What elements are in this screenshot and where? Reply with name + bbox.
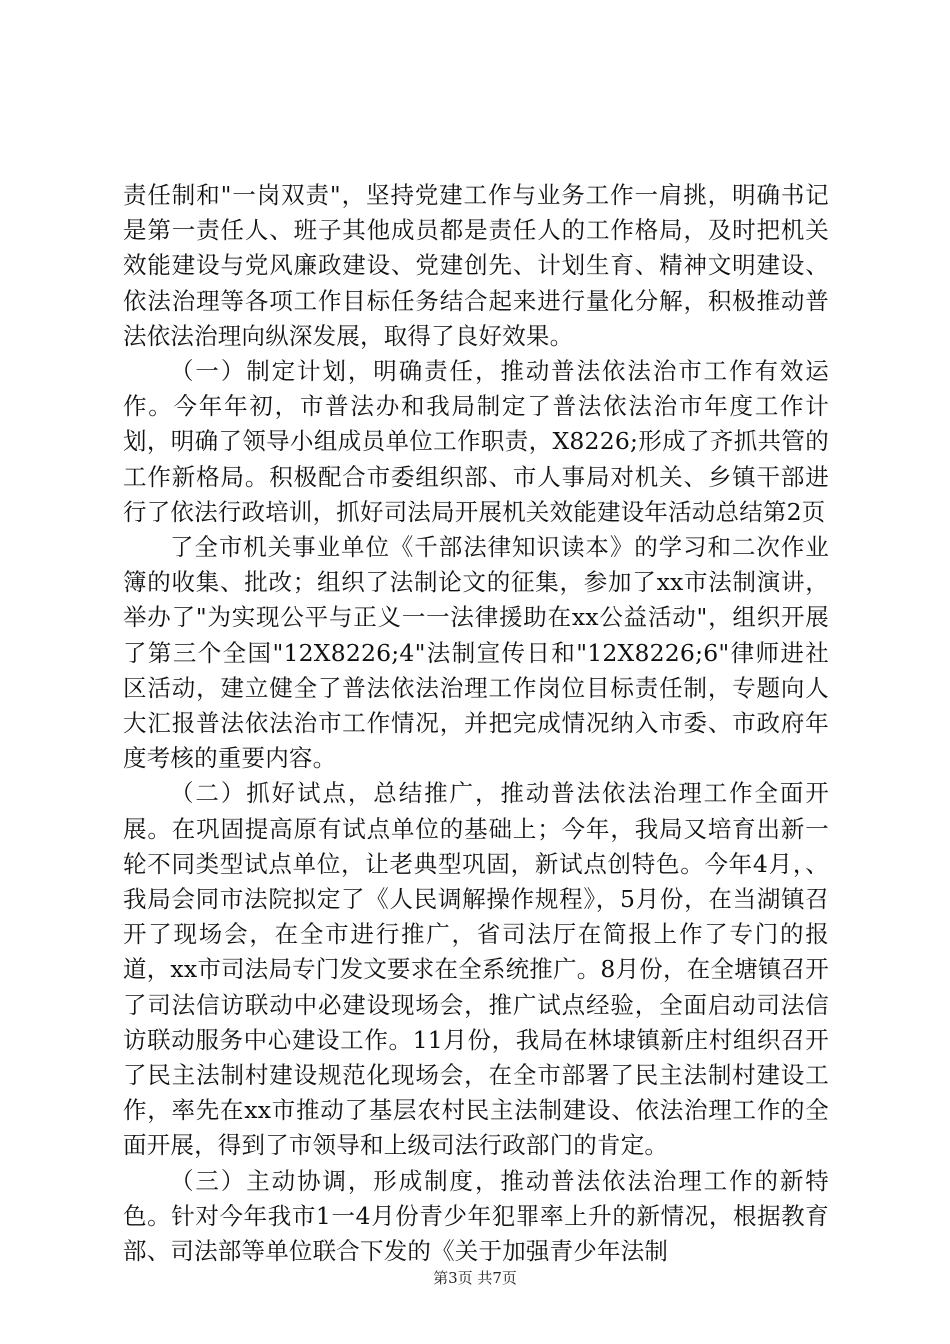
paragraph-section-two: （二）抓好试点，总结推广，推动普法依法治理工作全面开展。在巩固提高原有试点单位的基础上；今年，我局又培育出新一轮不同类型试点单位，让老典型巩固，新试点创特色。今年4月，、我局会同市法院拟定了《人民调解操作规程》，5月份，在当湖镇召开了现场会，在全市进行推广，省司法厅在简报上作了专门的报道，xx市司法局专门发文要求在全系统推广。8月份，在全塘镇召开了司法信访联动中必建设现场会，推广试点经验，全面启动司法信访联动服务中心建设工作。11月份，我局在林埭镇新庄村组织召开了民主法制村建设规范化现场会，在全市部署了民主法制村建设工作，率先在xx市推动了基层农村民主法制建设、依法治理工作的全面开展，得到了市领导和上级司法行政部门的肯定。	[123, 779, 829, 1160]
paragraph-activities: 了全市机关事业单位《千部法律知识读本》的学习和二次作业簿的收集、批改；组织了法制论文的征集，参加了xx市法制演讲，举办了"为实现公平与正义一一法律援助在xx公益活动"，组织开展了第三个全国"12X8226;4"法制宣传日和"12X8226;6"律师进社区活动，建立健全了普法依法治理工作岗位目标责任制，专题向人大汇报普法依法治市工作情况，并把完成情况纳入市委、市政府年度考核的重要内容。	[123, 533, 829, 773]
paragraph-continuation: 责任制和"一岗双责"，坚持党建工作与业务工作一肩挑，明确书记是第一责任人、班子其他成员都是责任人的工作格局，及时把机关效能建设与党风廉政建设、党建创先、计划生育、精神文明建设、依法治理等各项工作目标任务结合起来进行量化分解，积极推动普法依法治理向纵深发展，取得了良好效果。	[123, 181, 829, 350]
paragraph-section-one: （一）制定计划，明确责任，推动普法依法治市工作有效运作。今年年初，市普法办和我局制定了普法依法治市年度工作计划，明确了领导小组成员单位工作职责，X8226;形成了齐抓共管的工作新格局。积极配合市委组织部、市人事局对机关、乡镇干部进行了依法行政培训，抓好司法局开展机关效能建设年活动总结第2页	[123, 357, 829, 526]
paragraph-section-three: （三）主动协调，形成制度，推动普法依法治理工作的新特色。针对今年我市1一4月份青少年犯罪率上升的新情况，根据教育部、司法部等单位联合下发的《关于加强青少年法制	[123, 1166, 829, 1266]
page-footer	[0, 1268, 950, 1288]
document-body	[123, 178, 829, 1269]
page-indicator: 第3页 共7页	[433, 1269, 517, 1287]
